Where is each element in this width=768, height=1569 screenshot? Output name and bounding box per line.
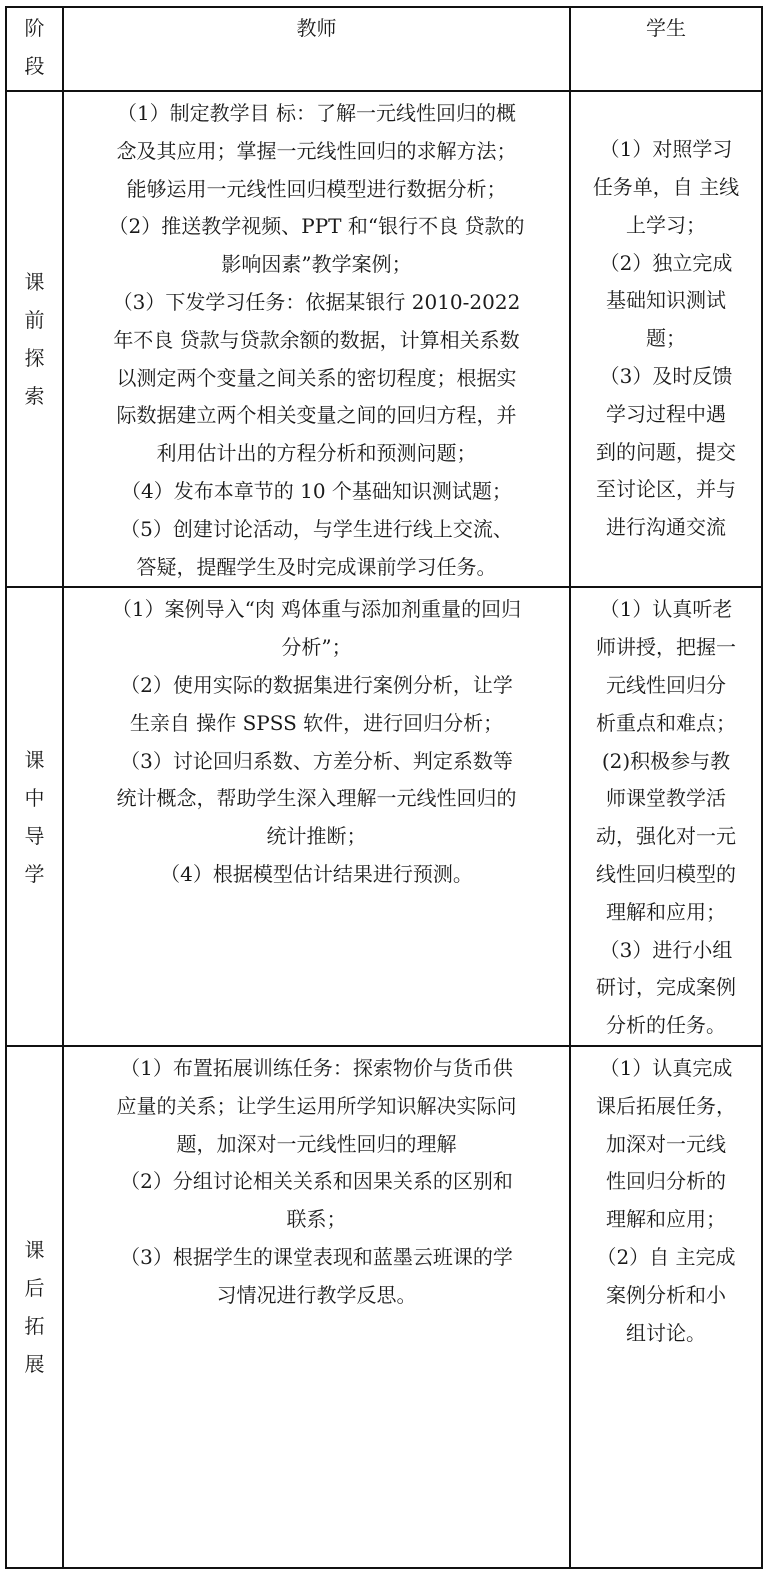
student-line: 师课堂教学活 [606,786,726,811]
student-line: （1）对照学习 [599,137,733,162]
teacher-line: 以测定两个变量之间关系的密切程度；根据实 [116,365,517,390]
student-line: 至讨论区，并与 [596,477,736,502]
student-line: 元线性回归分 [606,672,726,697]
student-line: 动，强化对一元 [596,824,736,849]
teacher-line: 答疑，提醒学生及时完成课前学习任务。 [136,554,497,579]
teacher-line: （3）下发学习任务：依据某银行 2010-2022 [112,289,521,314]
student-line: 组讨论。 [626,1320,706,1345]
stage-char: 中 [24,785,45,810]
student-line: 到的问题，提交 [596,439,736,464]
student-line: 题； [646,326,686,351]
student-line: （1）认真听老 [599,597,733,622]
teacher-line: （4）根据模型估计结果进行预测。 [160,861,473,886]
header-row [6,7,762,91]
stage-char: 学 [24,861,45,886]
student-line: 加深对一元线 [606,1131,726,1156]
student-line: 性回归分析的 [606,1169,726,1194]
header-stage-char: 阶 [24,16,45,40]
teacher-cell [63,91,570,587]
teacher-line: 联系； [286,1207,347,1232]
teacher-line: 念及其应用；掌握一元线性回归的求解方法； [116,138,517,163]
teacher-line: 年不良 贷款与贷款余额的数据，计算相关系数 [113,327,520,352]
teacher-line: （3）根据学生的课堂表现和蓝墨云班课的学 [120,1244,513,1269]
stage-char: 课 [24,747,45,772]
table-row [6,1046,762,1568]
student-line: 课后拓展任务， [596,1093,736,1118]
teacher-line: 能够运用一元线性回归模型进行数据分析； [126,176,507,201]
student-line: 学习过程中遇 [606,401,726,426]
student-line: 析重点和难点； [596,710,736,735]
teacher-line: 题，加深对一元线性回归的理解 [176,1131,457,1156]
student-line: 上学习； [626,212,706,237]
student-line: （3）进行小组 [599,937,733,962]
teacher-line: （3）讨论回归系数、方差分析、判定系数等 [120,748,513,773]
teacher-line: （5）创建讨论活动，与学生进行线上交流、 [120,516,513,541]
teacher-line: 统计概念，帮助学生深入理解一元线性回归的 [116,786,517,811]
stage-cell [6,587,63,1046]
student-line: 分析的任务。 [606,1013,726,1038]
student-line: 师讲授，把握一 [596,635,736,660]
student-cell [570,1046,762,1568]
header-stage [6,7,63,91]
teacher-cell [63,587,570,1046]
header-student: 学生 [570,7,762,91]
stage-char: 索 [24,384,45,409]
student-line: （2）独立完成 [599,250,733,275]
stage-char: 展 [24,1351,45,1376]
stage-char: 课 [24,1237,45,1262]
stage-char: 课 [24,270,45,295]
stage-char: 前 [24,308,45,333]
teacher-line: 应量的关系；让学生运用所学知识解决实际问 [116,1093,517,1118]
header-teacher: 教师 [63,7,570,91]
stage-cell [6,1046,63,1568]
teacher-line: （1）制定教学目 标：了解一元线性回归的概 [116,101,517,125]
teaching-plan-table [5,6,763,1569]
stage-char: 后 [24,1275,45,1300]
teacher-line: （2）分组讨论相关关系和因果关系的区别和 [120,1169,513,1194]
teacher-line: （1）案例导入“肉 鸡体重与添加剂重量的回归 [111,597,522,622]
stage-char: 探 [24,346,45,371]
student-line: （1）认真完成 [599,1055,733,1080]
teacher-line: 习情况进行教学反思。 [216,1282,417,1307]
stage-cell [6,91,63,587]
teacher-line: 生亲自 操作 SPSS 软件，进行回归分析； [129,710,504,735]
student-line: 线性回归模型的 [596,861,736,886]
teacher-line: 分析”； [281,635,352,660]
header-stage-char: 段 [24,53,45,78]
teacher-cell [63,1046,570,1568]
student-line: （2）自 主完成 [596,1244,736,1269]
teacher-line: 统计推断； [266,824,367,849]
teacher-line: （2）使用实际的数据集进行案例分析，让学 [120,672,513,697]
table-row [6,587,762,1046]
student-line: 理解和应用； [606,899,726,924]
student-line: 任务单，自 主线 [592,175,740,200]
student-line: 研讨，完成案例 [596,975,736,1000]
student-line: 理解和应用； [606,1207,726,1232]
student-cell [570,587,762,1046]
student-line: 案例分析和小 [606,1282,726,1307]
teacher-line: 利用估计出的方程分析和预测问题； [156,441,477,466]
student-cell [570,91,762,587]
teacher-line: 际数据建立两个相关变量之间的回归方程，并 [116,403,517,428]
student-line: （3）及时反馈 [599,364,733,389]
stage-char: 导 [24,823,45,848]
student-line: 基础知识测试 [606,288,726,313]
student-line: 进行沟通交流 [606,515,726,540]
teacher-line: 影响因素”教学案例； [221,252,412,277]
student-line: (2)积极参与教 [601,748,731,773]
teacher-line: （4）发布本章节的 10 个基础知识测试题； [121,478,512,503]
teacher-line: （2）推送教学视频、PPT 和“银行不良 贷款的 [108,214,525,239]
teacher-line: （1）布置拓展训练任务：探索物价与货币供 [120,1055,513,1080]
stage-char: 拓 [24,1313,45,1338]
table-row [6,91,762,587]
